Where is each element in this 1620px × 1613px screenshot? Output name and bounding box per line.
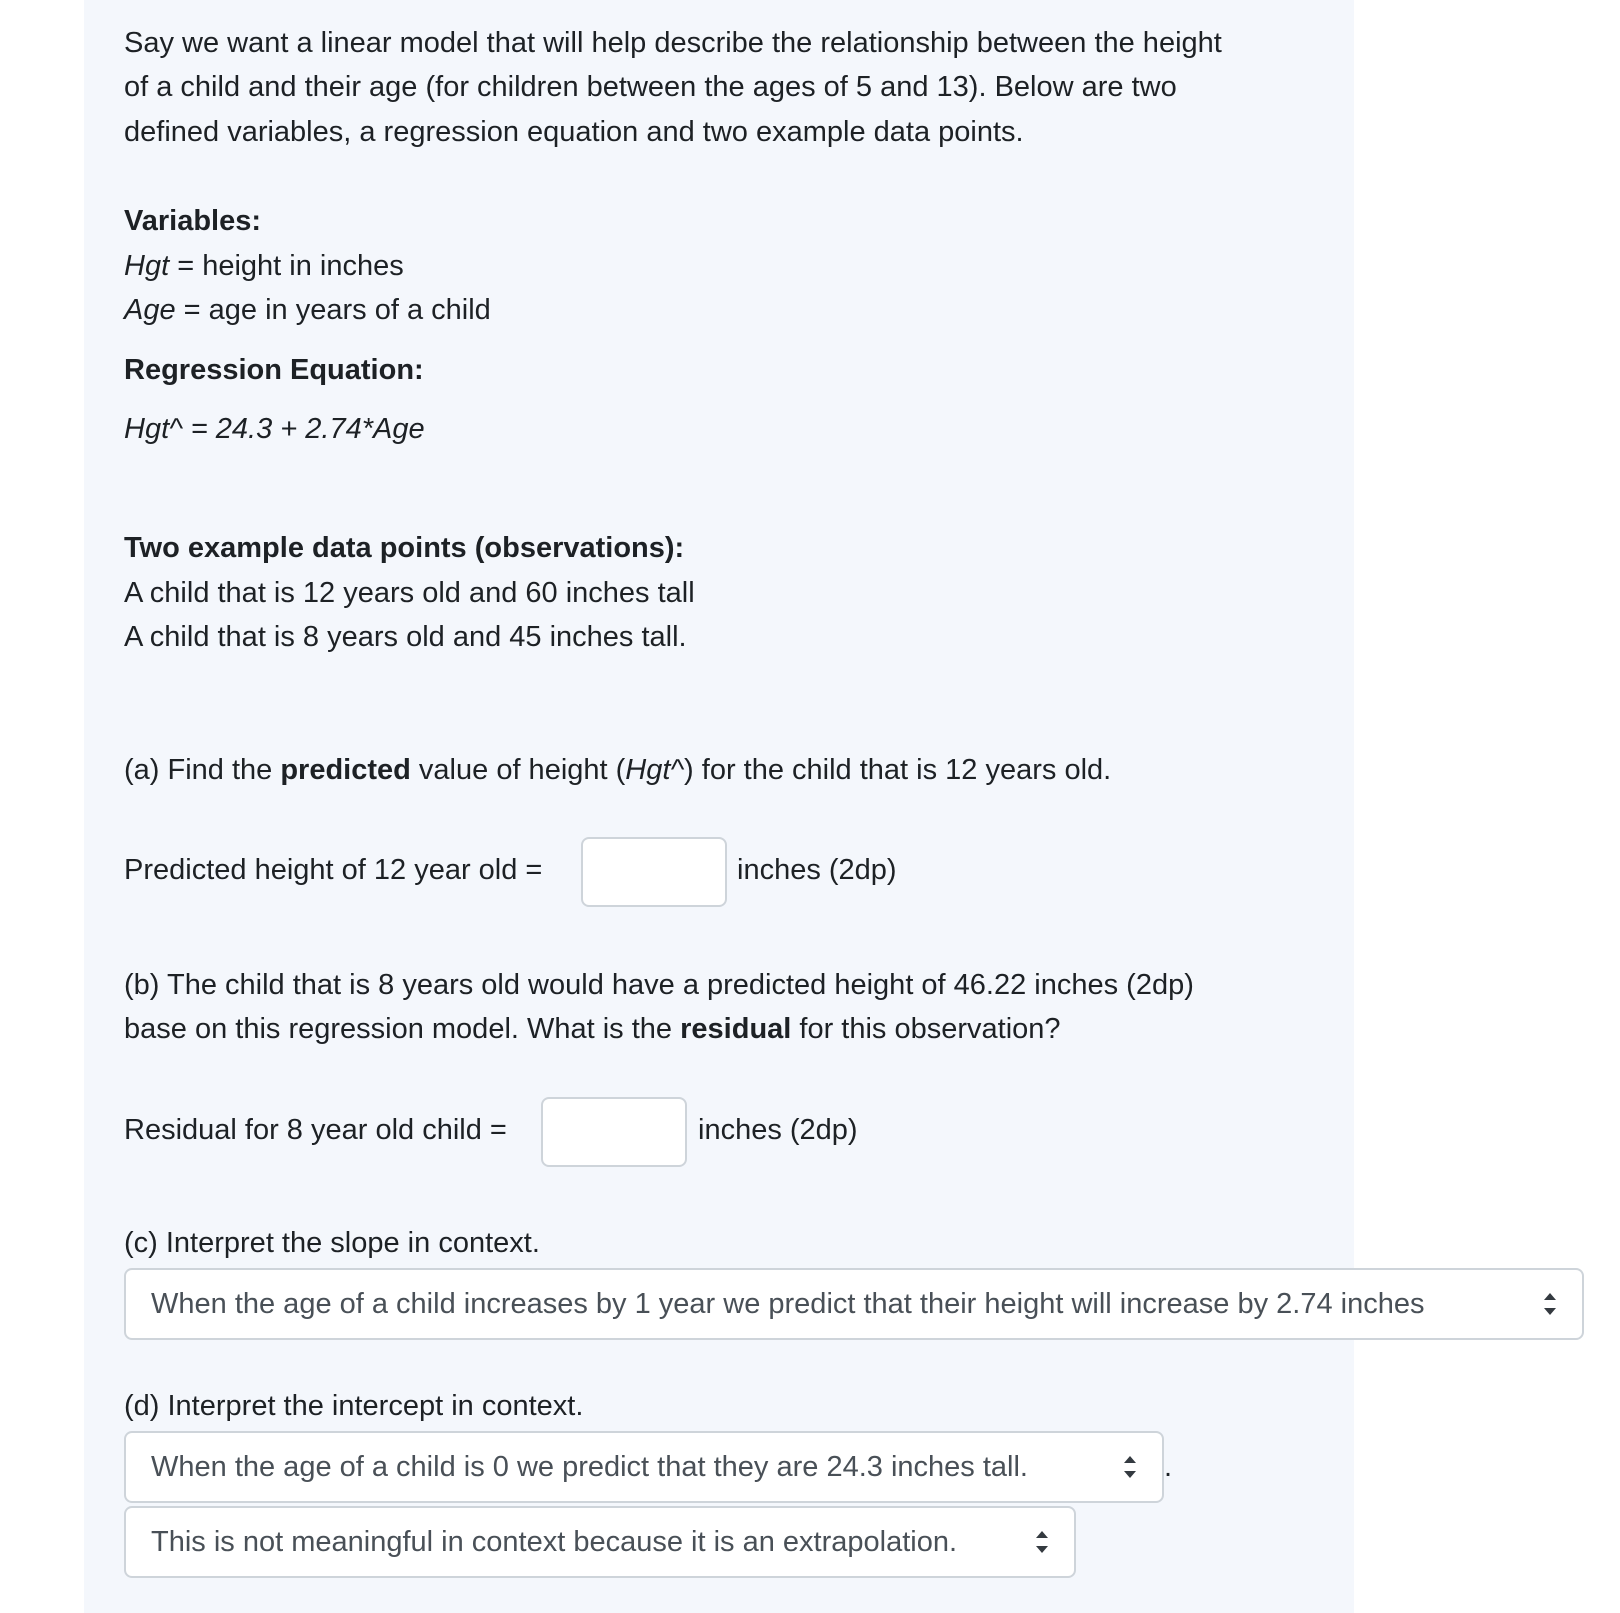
part-d-question: (d) Interpret the intercept in context. [124, 1390, 584, 1422]
intro-line-1: Say we want a linear model that will help describe the relationship between the height [124, 27, 1222, 59]
example-point-2: A child that is 8 years old and 45 inches tall. [124, 621, 687, 653]
part-a-question [124, 748, 1111, 792]
examples-heading: Two example data points (observations): [124, 532, 685, 564]
part-b-text: base on this regression model. What is the [124, 1013, 681, 1045]
sentence-period: . [1164, 1451, 1173, 1483]
variables-heading: Variables: [124, 205, 262, 237]
question-panel [84, 0, 1354, 1613]
intro-line-2: of a child and their age (for children between the ages of 5 and 13). Below are two [124, 71, 1177, 103]
select-arrows-icon [1120, 1433, 1140, 1501]
intercept-select-value: When the age of a child is 0 we predict that they are 24.3 inches tall. [151, 1451, 1028, 1483]
part-b-line-1: (b) The child that is 8 years old would have a predicted height of 46.22 inches (2dp) [124, 969, 1194, 1001]
regression-heading: Regression Equation: [124, 354, 424, 386]
part-b-line-2 [124, 1007, 1061, 1051]
meaningfulness-select-value: This is not meaningful in context because it is an extrapolation. [151, 1526, 958, 1558]
variable-hgt-definition: = height in inches [169, 250, 404, 282]
variable-hgt [124, 244, 404, 288]
variable-hgt-name: Hgt [124, 250, 170, 282]
variable-age-name: Age [124, 294, 176, 326]
part-b-text: for this observation? [791, 1013, 1061, 1045]
slope-select-value: When the age of a child increases by 1 year we predict that their height will increase by 2.74 inches [151, 1288, 1425, 1320]
part-a-bold: predicted [280, 754, 411, 786]
part-b-unit: inches (2dp) [698, 1114, 858, 1146]
part-b-bold: residual [680, 1013, 792, 1045]
meaningfulness-select[interactable] [124, 1506, 1076, 1578]
part-a-unit: inches (2dp) [737, 854, 897, 886]
select-arrows-icon [1032, 1508, 1052, 1576]
slope-interpretation-select[interactable] [124, 1268, 1584, 1340]
predicted-height-input[interactable] [581, 837, 727, 907]
variable-age [124, 288, 491, 332]
intercept-interpretation-select[interactable] [124, 1431, 1164, 1503]
regression-equation: Hgt^ = 24.3 + 2.74*Age [124, 413, 425, 445]
part-a-text: (a) Find the [124, 754, 281, 786]
part-a-label: Predicted height of 12 year old = [124, 854, 543, 886]
residual-input[interactable] [541, 1097, 687, 1167]
select-arrows-icon [1540, 1270, 1560, 1338]
variable-age-definition: = age in years of a child [175, 294, 491, 326]
part-a-text: ) for the child that is 12 years old. [684, 754, 1112, 786]
intro-line-3: defined variables, a regression equation and two example data points. [124, 116, 1024, 148]
part-b-label: Residual for 8 year old child = [124, 1114, 507, 1146]
example-point-1: A child that is 12 years old and 60 inches tall [124, 577, 695, 609]
part-c-question: (c) Interpret the slope in context. [124, 1227, 540, 1259]
part-a-text: value of height ( [410, 754, 626, 786]
part-a-var: Hgt^ [625, 754, 685, 786]
